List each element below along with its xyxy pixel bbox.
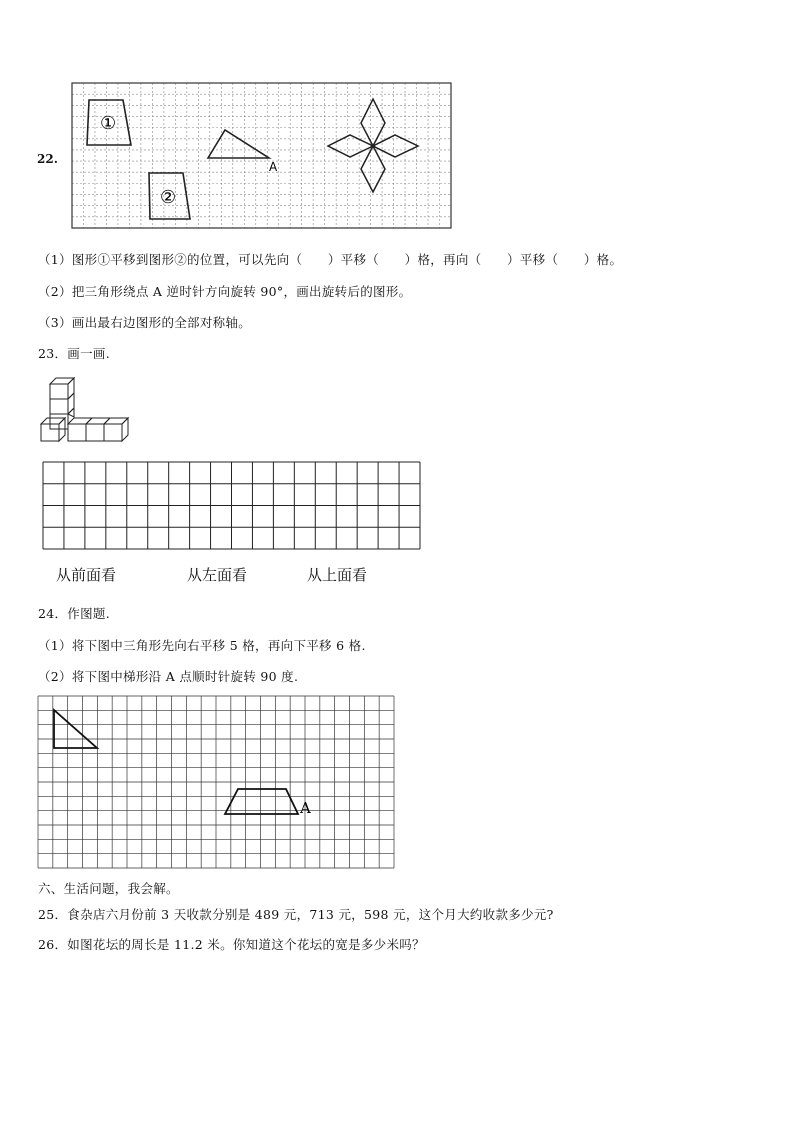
shape-1-label: ①: [100, 113, 117, 134]
q24-trapezoid: [225, 789, 298, 814]
point-a-label: A: [269, 160, 278, 174]
cube-stack-figure: [40, 377, 132, 443]
q24-grid-figure: [38, 696, 395, 869]
shape-2-label: ②: [160, 187, 177, 208]
question-26-text: 26．如图花坛的周长是 11.2 米。你知道这个花坛的宽是多少米吗？: [38, 937, 425, 952]
question-22-number: 22.: [37, 152, 58, 166]
view-drawing-grid: [43, 462, 421, 550]
section-6-title: 六、生活问题，我会解。: [38, 881, 179, 896]
question-24-title: 24．作图题.: [38, 606, 110, 621]
q22-subquestion-1: （1）图形①平移到图形②的位置，可以先向（ ）平移（ ）格，再向（ ）平移（ ）格。: [38, 252, 623, 267]
q22-subquestion-3: （3）画出最右边图形的全部对称轴。: [38, 315, 252, 330]
left-view-label: 从左面看: [187, 566, 248, 584]
front-view-label: 从前面看: [56, 566, 117, 584]
top-view-label: 从上面看: [307, 566, 368, 584]
q24-point-a-label: A: [300, 799, 311, 817]
question-23-title: 23．画一画.: [38, 346, 110, 361]
q22-subquestion-2: （2）把三角形绕点 A 逆时针方向旋转 90°，画出旋转后的图形。: [38, 284, 412, 299]
q24-subquestion-2: （2）将下图中梯形沿 A 点顺时针旋转 90 度.: [38, 669, 299, 684]
question-25-text: 25．食杂店六月份前 3 天收款分别是 489 元，713 元，598 元，这个月大约收款多少元?: [38, 907, 554, 922]
q22-grid-figure: [72, 83, 452, 229]
q24-subquestion-1: （1）将下图中三角形先向右平移 5 格，再向下平移 6 格.: [38, 638, 366, 653]
triangle-shape: [208, 130, 269, 158]
q24-triangle: [54, 710, 97, 748]
